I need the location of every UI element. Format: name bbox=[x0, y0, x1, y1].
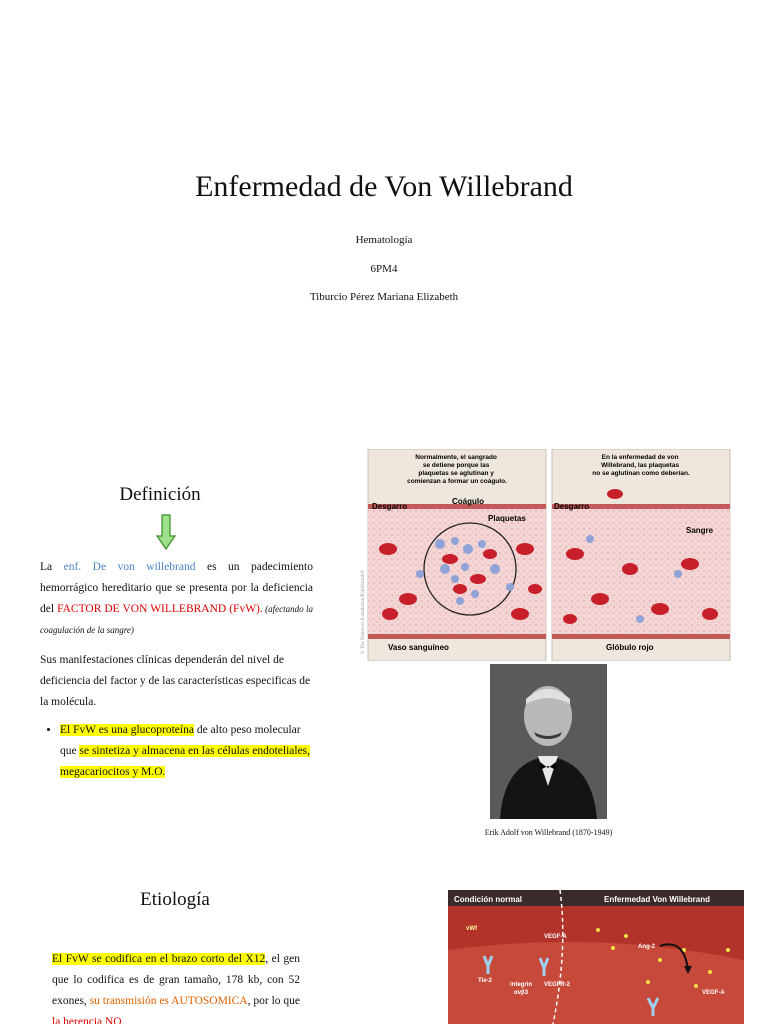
manifestaciones-paragraph: Sus manifestaciones clínicas dependerán del nivel de deficiencia del factor y de las características especificas de la molécula. bbox=[40, 654, 311, 708]
etiologia-paragraph: El FvW se codifica en el brazo corto del X12, el gen que lo codifica es de gran tamaño, 178 kb, con 52 exones, su transmisión es AUTOSOMICA, por lo que la herencia NO bbox=[52, 953, 300, 1024]
subject-line: Hematología bbox=[355, 234, 413, 246]
label-sangre: Sangre bbox=[686, 526, 714, 535]
label-vegfa-1: VEGF-A bbox=[544, 934, 567, 940]
label-ang2: Ang-2 bbox=[638, 944, 655, 950]
label-globulo: Glóbulo rojo bbox=[606, 643, 654, 652]
definicion-paragraph: La enf. De von willebrand es un padecimiento hemorrágico hereditario que se presenta por la deficiencia del FACTOR DE VON WILLEBRAND (FvW). (afectando la coagulación de la sangre) bbox=[40, 561, 313, 635]
label-integrin: integrin bbox=[510, 982, 532, 988]
figure-watermark: © The Nemours Foundation/KidsHealth® bbox=[361, 569, 366, 654]
portrait-photo bbox=[490, 664, 607, 819]
figure-left-caption: Normalmente, el sangrado se detiene porque las plaquetas se aglutinan y comienzan a formar un coágulo. bbox=[407, 454, 507, 485]
label-vegfa-2: VEGF-A bbox=[702, 990, 725, 996]
fig2-right-title: Enfermedad Von Willebrand bbox=[604, 895, 711, 904]
label-plaquetas: Plaquetas bbox=[488, 514, 526, 523]
group-line: 6PM4 bbox=[370, 263, 398, 275]
label-tie2: Tie-2 bbox=[478, 978, 492, 984]
definicion-heading: Definición bbox=[119, 484, 201, 505]
figure-right-caption: En la enfermedad de von Willebrand, las plaquetas no se aglutinan como deberían. bbox=[592, 454, 690, 477]
etiologia-heading: Etiología bbox=[140, 889, 210, 910]
label-desgarro-right: Desgarro bbox=[554, 502, 590, 511]
label-vwf: vWf bbox=[466, 926, 477, 932]
label-vaso: Vaso sanguíneo bbox=[388, 643, 449, 652]
angiogenesis-figure bbox=[448, 890, 744, 1024]
fig2-left-title: Condición normal bbox=[454, 895, 522, 904]
disease-term: enf. De von willebrand bbox=[63, 561, 196, 573]
bullet-item: • El FvW es una glucoproteína de alto peso molecular que se sintetiza y almacena en las células endoteliales, megacariocitos y M.O. bbox=[60, 720, 313, 783]
portrait-caption: Erik Adolf von Willebrand (1870-1949) bbox=[484, 828, 613, 837]
author-line: Tiburcio Pérez Mariana Elizabeth bbox=[309, 291, 459, 303]
label-vegfr2: VEGFR-2 bbox=[544, 982, 571, 988]
label-desgarro-left: Desgarro bbox=[372, 502, 408, 511]
down-arrow-icon bbox=[156, 514, 176, 550]
factor-term: FACTOR DE VON WILLEBRAND (FvW). bbox=[57, 603, 263, 615]
label-avb3: αvβ3 bbox=[514, 990, 529, 996]
bullet-list bbox=[40, 720, 313, 783]
page-title: Enfermedad de Von Willebrand bbox=[195, 170, 573, 203]
coagulation-figure bbox=[360, 449, 732, 661]
label-coagulo: Coágulo bbox=[452, 497, 484, 506]
